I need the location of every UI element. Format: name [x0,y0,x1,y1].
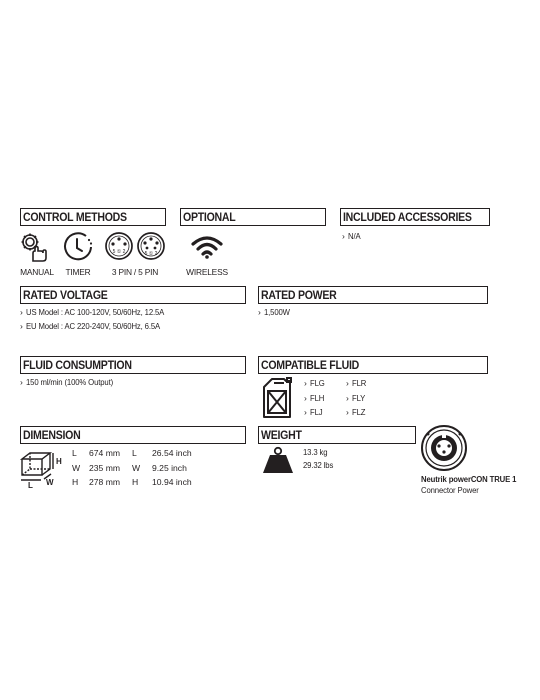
fluid-flh: › FLH [304,393,326,404]
dimension-row-h: H 278 mm H 10.94 inch [72,477,192,487]
optional-header [180,208,326,226]
dmx-5pin-icon [136,231,166,261]
dimension-row-l: L 674 mm L 26.54 inch [72,448,192,458]
manual-label: MANUAL [20,267,54,277]
control-methods-title: CONTROL METHODS [23,210,127,224]
included-accessories-item: › N/A [342,231,362,242]
rated-voltage-us: › US Model : AC 100-120V, 50/60Hz, 12.5A [20,307,179,318]
weight-lbs: 29.32 lbs [303,460,334,470]
weight-title: WEIGHT [261,428,302,442]
rated-power-title: RATED POWER [261,288,337,302]
clock-icon [62,231,94,263]
compatible-fluid-title: COMPATIBLE FLUID [261,358,360,372]
wireless-label: WIRELESS [186,267,228,277]
included-accessories-title: INCLUDED ACCESSORIES [343,210,472,224]
rated-power-header [258,286,488,304]
fluid-flj: › FLJ [304,407,324,418]
rated-voltage-header [20,286,246,304]
weight-icon [260,446,296,474]
compatible-fluid-header [258,356,488,374]
pin-label: 3 PIN / 5 PIN [111,267,159,277]
fluid-flr: › FLR [346,378,368,389]
control-methods-header [20,208,166,226]
dim-icon-w: W [46,478,54,487]
dim-icon-h: H [56,457,62,466]
gear-hand-icon [19,231,49,263]
dimension-row-w: W 235 mm W 9.25 inch [72,462,187,473]
rated-voltage-eu: › EU Model : AC 220-240V, 50/60Hz, 6.5A [20,321,175,332]
weight-header [258,426,416,444]
connector-desc: Connector Power [421,485,479,495]
fluid-flg: › FLG [304,378,326,389]
fluid-fly: › FLY [346,393,366,404]
dimension-header [20,426,246,444]
timer-label: TIMER [65,267,91,277]
box-dimensions-icon [18,447,68,489]
dimension-table [72,446,202,490]
weight-kg: 13.3 kg [303,447,328,457]
rated-voltage-title: RATED VOLTAGE [23,288,108,302]
dim-icon-l: L [28,481,33,489]
fluid-flz: › FLZ [346,407,367,418]
svg-text:5 ① 2: 5 ① 2 [144,251,158,257]
jerrycan-icon [260,377,296,419]
connector-name: Neutrik powerCON TRUE 1 [421,474,517,484]
included-accessories-header [340,208,490,226]
optional-title: OPTIONAL [183,210,236,224]
fluid-consumption-header [20,356,246,374]
fluid-consumption-title: FLUID CONSUMPTION [23,358,132,372]
fluid-consumption-value: › 150 ml/min (100% Output) [20,377,122,388]
rated-power-value: › 1,500W [258,307,292,318]
wifi-icon [190,234,224,260]
dmx-3pin-icon [104,231,134,261]
pin-3-glyph: 5 ① 2 [112,249,126,255]
powercon-connector-icon [420,424,468,472]
dimension-title: DIMENSION [23,428,81,442]
